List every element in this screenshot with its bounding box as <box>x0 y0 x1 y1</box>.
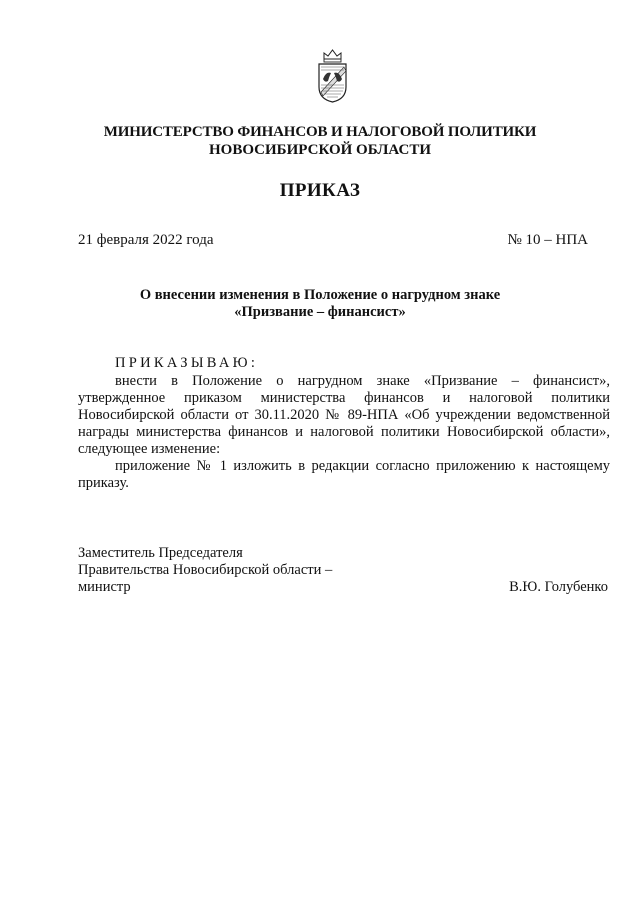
order-date: 21 февраля 2022 года <box>78 232 214 248</box>
order-number: № 10 – НПА <box>507 232 588 248</box>
body-line-4: награды министерства финансов и налоговой политики Новосибирской области», <box>78 424 610 440</box>
document-type-title: ПРИКАЗ <box>279 180 361 201</box>
body-line-5: следующее изменение: <box>78 441 221 457</box>
signatory-name: В.Ю. Голубенко <box>509 579 608 595</box>
subject-line1: О внесении изменения в Положение о нагрудном знаке <box>139 287 501 303</box>
body-line-7: приказу. <box>78 475 129 491</box>
ministry-name-line2: НОВОСИБИРСКОЙ ОБЛАСТИ <box>208 142 432 158</box>
body-line-2: утвержденное приказом министерства финансов и налоговой политики <box>78 390 610 406</box>
ministry-name-line1: МИНИСТЕРСТВО ФИНАНСОВ И НАЛОГОВОЙ ПОЛИТИКИ <box>103 124 537 140</box>
coat-of-arms-icon <box>316 47 349 104</box>
signatory-position-line2: Правительства Новосибирской области – <box>78 562 333 578</box>
body-line-1: внести в Положение о нагрудном знаке «Призвание – финансист», <box>115 373 610 389</box>
body-line-3: Новосибирской области от 30.11.2020 № 89-НПА «Об учреждении ведомственной <box>78 407 610 423</box>
subject-line2: «Призвание – финансист» <box>234 304 406 320</box>
order-word: ПРИКАЗЫВАЮ: <box>115 355 259 371</box>
body-line-6: приложение № 1 изложить в редакции согласно приложению к настоящему <box>115 458 610 474</box>
signatory-position-line1: Заместитель Председателя <box>78 545 243 561</box>
signatory-position-line3: министр <box>78 579 131 595</box>
